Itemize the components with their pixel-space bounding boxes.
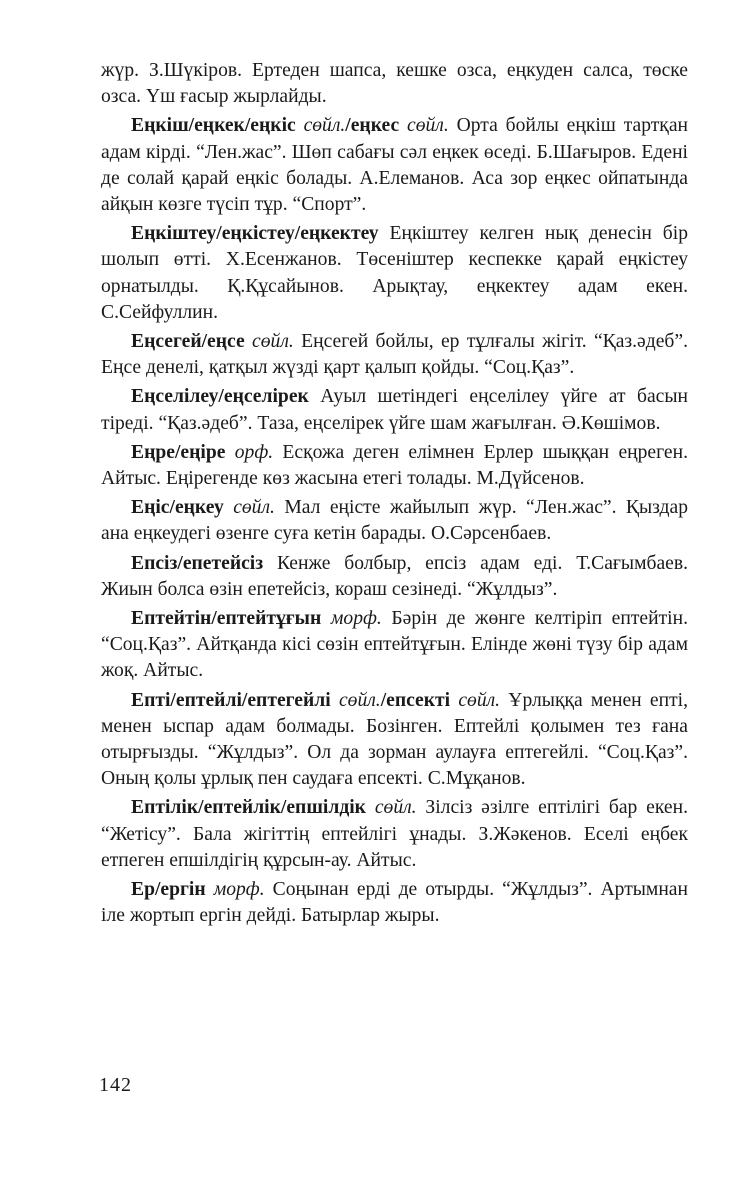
dictionary-entry [101, 113, 688, 218]
headword: /еңкес [345, 115, 400, 137]
page-number: 142 [99, 1074, 132, 1096]
dictionary-entry [101, 440, 688, 492]
entry-text [245, 331, 252, 352]
dictionary-entries [101, 58, 688, 933]
usage-mark: морф. [330, 608, 382, 630]
headword: /епсекті [380, 689, 451, 711]
entry-text: жүр. З.Шүкіров. Ертеден шапса, кешке озса, еңкуден салса, төске озса. Үш ғасыр жырлайды. [101, 60, 688, 108]
headword: Ер/ергін [131, 879, 206, 901]
usage-mark: орф. [234, 441, 274, 463]
entry-text [399, 115, 407, 136]
entry-text: Есқожа деген елімнен Ерлер шыққан еңреген. Айтыс. Еңірегенде көз жасына етегі толады. М.Дүйсенов. [101, 441, 688, 490]
entry-text: Соңынан ерді де отырды. “Жұлдыз”. Артымнан іле жортып ергін дейді. Батырлар жыры. [101, 879, 688, 927]
entry-text [366, 797, 375, 818]
entry-text: Еңсегей бойлы, ер тұлғалы жігіт. “Қаз.әдеб”. Еңсе денелі, қатқыл жүзді қарт қалып қойды. “Соц.Қаз”. [101, 331, 688, 379]
dictionary-entry [101, 795, 688, 874]
entry-text: Еңкіштеу келген нық денесін бір шолып өтті. Х.Есенжанов. Төсеніштер кеспекке қарай еңкістеу орнатылды. Қ.Құсайынов. Арықтау, еңкектеу адам екен. С.Сейфуллин. [101, 223, 688, 323]
dictionary-entry [101, 495, 688, 547]
headword: Ептейтін/ептейтұғын [131, 608, 322, 630]
headword: Еңре/еңіре [131, 441, 226, 463]
headword: Еңіс/еңкеу [131, 497, 224, 519]
dictionary-entry [101, 58, 688, 110]
usage-mark: сөйл. [303, 115, 346, 137]
dictionary-entry [101, 329, 688, 381]
entry-text: Орта бойлы еңкіш тартқан адам кірді. “Лен.жас”. Шөп сабағы сәл еңкек өседі. Б.Шағыров. Едені де солай қарай еңкіс болады. А.Елеманов. Аса зор еңкес ойпатында айқын көзге түсіп тұр. “Спорт”. [101, 115, 688, 216]
entry-text: Кенже болбыр, епсіз адам еді. Т.Сағымбаев. Жиын болса өзін епетейсіз, кораш сезінеді. “Жұлдыз”. [101, 552, 688, 600]
headword: Ептілік/ептейлік/епшілдік [131, 797, 366, 819]
usage-mark: сөйл. [252, 331, 294, 353]
usage-mark: морф. [213, 879, 265, 901]
headword: Еңкіш/еңкек/еңкіс [131, 115, 296, 137]
entry-text [224, 497, 233, 518]
dictionary-entry [101, 551, 688, 603]
entry-text [331, 690, 339, 711]
headword: Епсіз/епетейсіз [131, 552, 264, 574]
entry-text [296, 115, 304, 136]
entry-text: Зілсіз әзілге ептілігі бар екен. “Жетісу”. Бала жігіттің ептейлігі ұнады. З.Жәкенов. Еселі еңбек етпеген епшілдігің құрсын-ау. Айтыс. [101, 797, 688, 871]
entry-text: Ұрлыққа менен епті, менен ыспар адам болмады. Бозінген. Ептейлі қолымен тез ғана отырғызды. “Жұлдыз”. Ол да зорман аулауға ептегейлі. “Соц.Қаз”. Оның қолы ұрлық пен саудаға епсекті. С.Мұқанов. [101, 689, 688, 790]
headword: Епті/ептейлі/ептегейлі [131, 689, 331, 711]
headword: Еңсегей/еңсе [131, 331, 245, 353]
dictionary-entry [101, 221, 688, 326]
entry-text: Мал еңісте жайылып жүр. “Лен.жас”. Қыздар ана еңкеудегі өзенге суға кетін барады. О.Сәрсенбаев. [101, 497, 688, 545]
usage-mark: сөйл. [374, 797, 417, 819]
entry-text [206, 879, 214, 900]
dictionary-entry [101, 606, 688, 685]
headword: Еңселілеу/еңселірек [131, 386, 309, 408]
entry-text [321, 608, 331, 629]
usage-mark: сөйл. [338, 689, 381, 711]
dictionary-entry [101, 384, 688, 436]
headword: Еңкіштеу/еңкістеу/еңкектеу [131, 223, 379, 245]
usage-mark: сөйл. [458, 689, 501, 711]
entry-text: Ауыл шетіндегі еңселілеу үйге ат басын тіреді. “Қаз.әдеб”. Таза, еңселірек үйге шам жағылған. Ә.Көшімов. [101, 386, 688, 434]
dictionary-entry [101, 877, 688, 929]
entry-text [225, 442, 234, 463]
usage-mark: сөйл. [407, 115, 449, 137]
dictionary-entry [101, 688, 688, 793]
entry-text: Бәрін де жөнге келтіріп ептейтін. “Соц.Қаз”. Айтқанда кісі сөзін ептейтұғын. Елінде жөні түзу бір адам жоқ. Айтыс. [101, 608, 688, 682]
usage-mark: сөйл. [233, 497, 275, 519]
